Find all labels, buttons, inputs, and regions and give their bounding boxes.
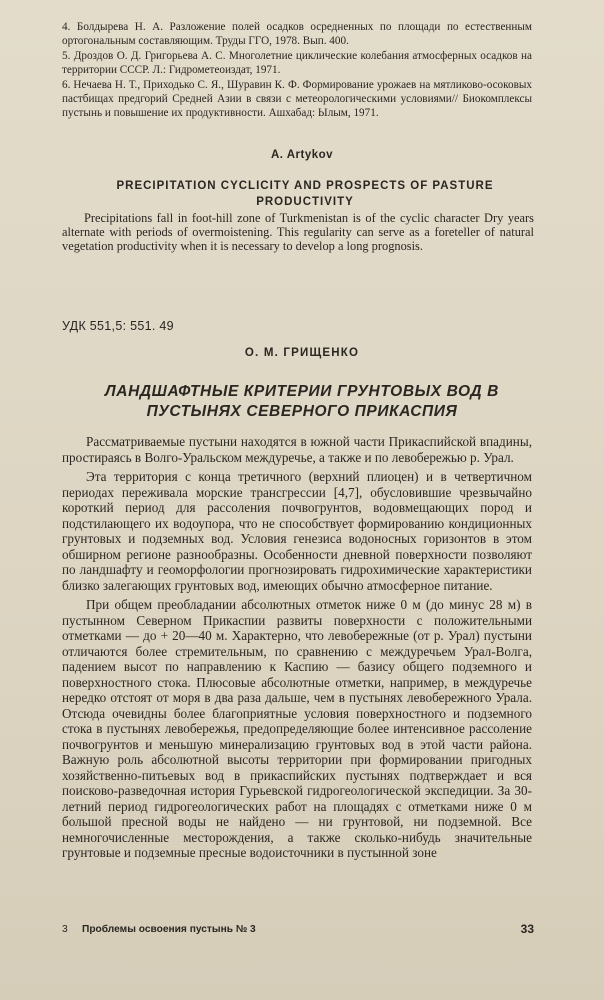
article-title: ЛАНДШАФТНЫЕ КРИТЕРИИ ГРУНТОВЫХ ВОД В ПУСТЫНЯХ СЕВЕРНОГО ПРИКАСПИЯ: [105, 383, 499, 420]
journal-footer: Проблемы освоения пустынь № 3: [82, 924, 256, 935]
reference-item: 4. Болдырева Н. А. Разложение полей осадков осредненных по площади по естественным ортогональным составляющим. Труды ГГО, 1978. Вып. 400.: [62, 21, 532, 48]
reference-item: 5. Дроздов О. Д. Григорьева А. С. Многолетние циклические колебания атмосферных осадков на территории СССР. Л.: Гидрометеоиздат, 1971.: [62, 49, 532, 77]
article-author: О. М. ГРИЩЕНКО: [244, 347, 360, 359]
body-paragraph: Рассматриваемые пустыни находятся в южной части Прикаспийской впадины, простираясь в Волго-Уральском междуречье, а также и по левобережью р. Урал.: [62, 434, 532, 465]
reference-item: 6. Нечаева Н. Т., Приходько С. Я., Шуравин К. Ф. Формирование урожаев на мятликово-осоковых пастбищах предгорий Средней Азии в связи с метеорологическими условиями// Биокомплексы пустынь и повышение их продуктивности. Ашхабад: Ылым, 1971.: [62, 78, 532, 120]
signature-number: 3: [62, 924, 68, 935]
page-number: 33: [520, 922, 534, 936]
body-paragraph: При общем преобладании абсолютных отметок ниже 0 м (до минус 28 м) в пустынном Северном Прикаспии развиты поверхности с положительными отметками — до + 20—40 м. Характерно, что левобережные (от р. Урал) пустыни отличаются более стремительным, по сравнению с междуречьем Урал-Волга, падением высот по направлению к Каспию — базису общего подземного и поверхностного стока. Плюсовые абсолютные отметки, например, в междуречье нередко отстоят от моря в два раза дальше, чем в пустынях левобережного Урала. Отсюда очевидны более благоприятные условия поверхностного и подземного стока в пустынях левобережья, предопределяющие более интенсивное рассоление почвогрунтов и меньшую минерализацию грунтовых вод в этой части района. Важную роль абсолютной высоты территории при формировании пригодных хозяйственно-питьевых вод в прикаспийских пустынях подтверждает и вся поисково-разведочная история Гурьевской гидрогеологической экспедиции. За 30-летний период гидрогеологических работ на площадях с отметками ниже 0 м большой пресной воды не найдено — ни грунтовой, ни подземной. Все немногочисленные месторождения, а также сколько-нибудь значительные грунтовые и подземные пресные водоисточники в пустынной зоне: [62, 597, 532, 860]
reference-list: [62, 20, 532, 121]
body-paragraph: Эта территория с конца третичного (верхний плиоцен) и в четвертичном периодах переживала морские трансгрессии [4,7], обусловившие чрезвычайно короткий период для рассоления почвогрунтов, водовмещающих пород и подстилающего их водоупора, что не способствует формированию кондиционных грунтовых и подземных вод. Условия генезиса водоносных горизонтов в этом обширном регионе разнообразны. Особенности дневной поверхности позволяют по ландшафту и геоморфологии прогнозировать гидрохимические характеристики близко залегающих грунтовых вод, имеющих обычно атмосферное питание.: [62, 469, 532, 593]
english-author: A. Artykov: [270, 149, 334, 161]
english-abstract: Precipitations fall in foot-hill zone of Turkmenistan is of the cyclic character Dry years alternate with periods of overmoistening. This regularity can serve as a foreteller of natural vegetation productivity when it is necessary to develop a long prognosis.: [62, 211, 534, 253]
udk-code: УДК 551,5: 551. 49: [62, 319, 174, 333]
article-body: [62, 434, 532, 865]
english-title: PRECIPITATION CYCLICITY AND PROSPECTS OF PASTURE PRODUCTIVITY: [116, 180, 494, 208]
